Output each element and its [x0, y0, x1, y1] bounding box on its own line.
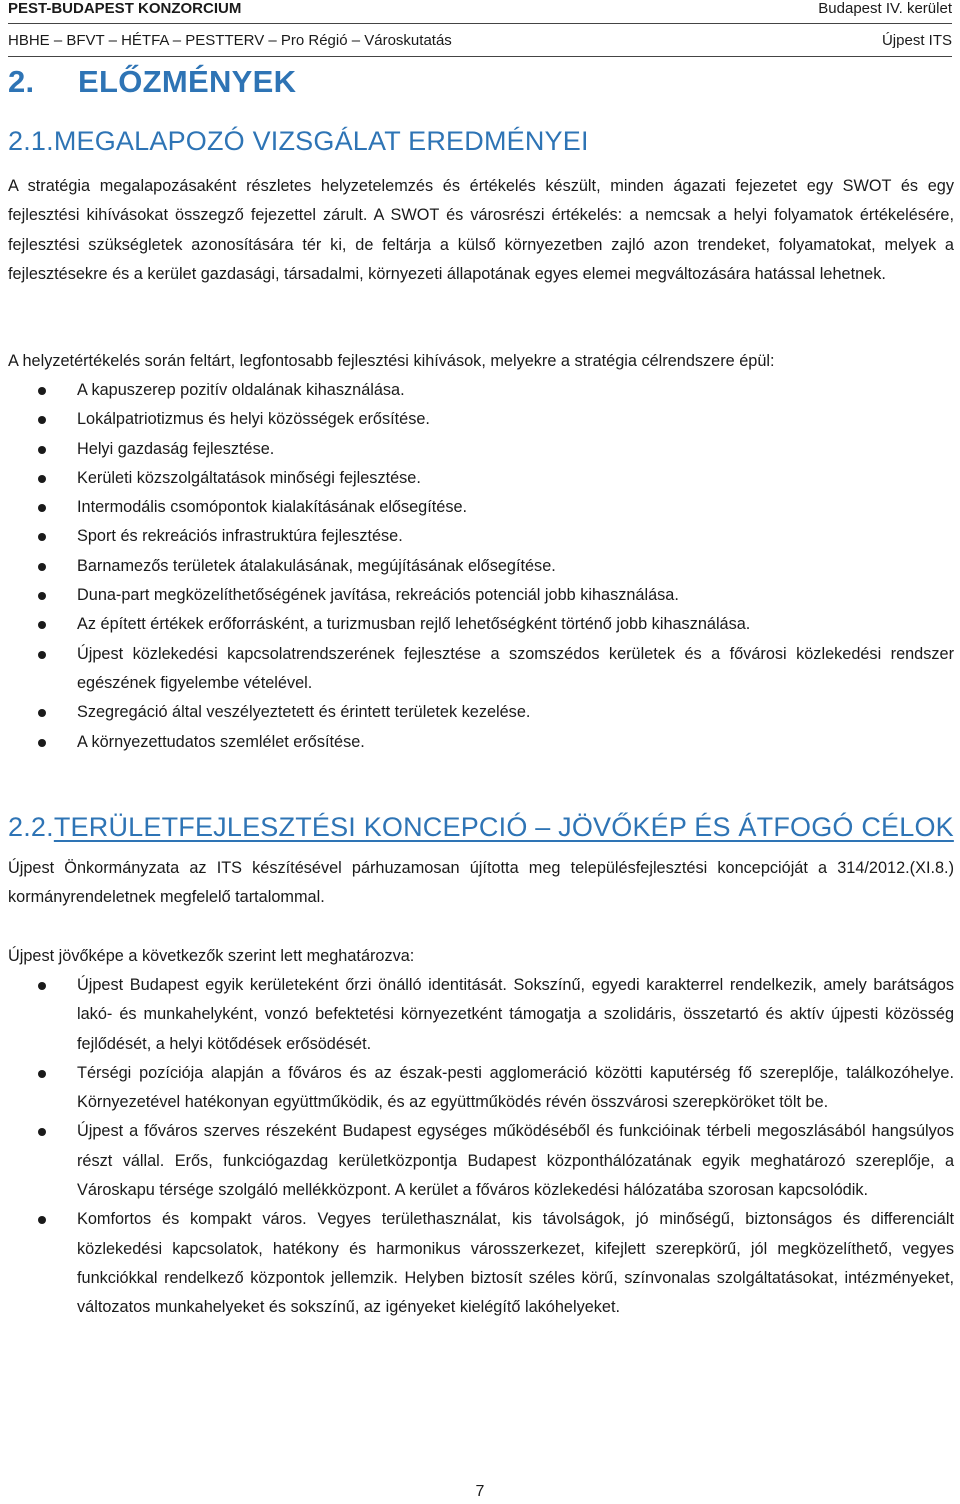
- page-number: 7: [475, 1483, 485, 1500]
- list-item: Lokálpatriotizmus és helyi közösségek erősítése.: [0, 405, 954, 434]
- vision-intro-paragraph: Újpest jövőképe a következők szerint lett meghatározva:: [8, 947, 415, 965]
- bullet-icon: [38, 739, 46, 747]
- list-item: Duna-part megközelíthetőségének javítása, rekreációs potenciál jobb kihasználása.: [0, 581, 954, 610]
- section-heading: [8, 64, 296, 100]
- list-item: Újpest Budapest egyik kerületeként őrzi önálló identitását. Sokszínű, egyedi karakterrel rendelkezik, amely barátságos lakó- és munkahelyként, vonzó befektetési környezetként támogatja a szolidáris, összetartó és aktív újpesti közösség fejlődését, a helyi kötődések erősödését.: [0, 971, 954, 1059]
- list-item: Intermodális csomópontok kialakításának elősegítése.: [0, 493, 954, 522]
- subsection-heading-2-1: 2.1.MEGALAPOZÓ VIZSGÁLAT EREDMÉNYEI: [8, 126, 589, 156]
- subsection-number: 2.2.: [8, 812, 54, 842]
- bullet-icon: [38, 1128, 46, 1136]
- bullet-icon: [38, 592, 46, 600]
- header-document: Újpest ITS: [881, 32, 952, 49]
- list-item: Újpest a főváros szerves részeként Budapest egységes működéséből és funkcióinak térbeli megoszlásából hangsúlyos részt vállal. Erős, funkciógazdag kerületközpontja Budapest központhálózatának egyik meghatározó szereplője, a Városkapu térsége szolgáló mellékközpont. A kerület a főváros közlekedési hálózatába szorosan kapcsolódik.: [0, 1117, 954, 1205]
- list-item: Komfortos és kompakt város. Vegyes területhasználat, kis távolságok, jó minőségű, biztonságos és differenciált közlekedési kapcsolatok, hatékony és harmonikus városszerkezet, kifejlett szerepkörű, jól megközelíthető, vegyes funkciókkal rendelkező központok jellemzik. Helyben biztosít széles körű, színvonalas szolgáltatásokat, intézményeket, változatos munkahelyeket és sokszínű, az igényeket kielégítő lakóhelyeket.: [0, 1205, 954, 1322]
- bullet-icon: [38, 533, 46, 541]
- intro-paragraph: A stratégia megalapozásaként részletes helyzetelemzés és értékelés készült, minden ágazati fejezetet egy SWOT és egy fejlesztési kihívásokat összegző fejezettel zárult. A SWOT és városrészi értékelés: a nemcsak a helyi folyamatok értékelésére, fejlesztési szükségletek azonosítására tér ki, de feltárja a külső környezetben zajló azon trendeket, folyamatokat, melyek a fejlesztésekre és a kerület gazdasági, társadalmi, környezeti állapotának egyes elemei megváltozására hatással lehetnek.: [8, 177, 954, 283]
- header-partners: HBHE – BFVT – HÉTFA – PESTTERV – Pro Régió – Városkutatás: [8, 32, 452, 49]
- list-item: Barnamezős területek átalakulásának, megújításának elősegítése.: [0, 552, 954, 581]
- list-item: Térségi pozíciója alapján a főváros és az észak-pesti agglomeráció közötti kaputérség fő szereplője, találkozóhelye. Környezetével hatékonyan együttműködik, és az együttműködés révén összvárosi szerepköröket tölt be.: [0, 1059, 954, 1118]
- list-item: Újpest közlekedési kapcsolatrendszerének fejlesztése a szomszédos kerületek és a fővárosi közlekedési rendszer egészének figyelembe vételével.: [0, 640, 954, 699]
- section-title: ELŐZMÉNYEK: [78, 64, 297, 99]
- list-item: A környezettudatos szemlélet erősítése.: [0, 728, 954, 757]
- bullet-icon: [38, 1070, 46, 1078]
- subsection-heading-2-2: [8, 812, 954, 843]
- list-item: Az épített értékek erőforrásként, a turizmusban rejlő lehetőségként történő jobb kihasználása.: [0, 610, 954, 639]
- concept-paragraph: Újpest Önkormányzata az ITS készítésével párhuzamosan újította meg településfejlesztési koncepcióját a 314/2012.(XI.8.) kormányrendeletnek megfelelő tartalommal.: [8, 859, 954, 907]
- bullet-icon: [38, 982, 46, 990]
- list-item: Kerületi közszolgáltatások minőségi fejlesztése.: [0, 464, 954, 493]
- header-organization: PEST-BUDAPEST KONZORCIUM: [8, 0, 242, 17]
- bullet-icon: [38, 709, 46, 717]
- list-item: Sport és rekreációs infrastruktúra fejlesztése.: [0, 522, 954, 551]
- vision-list: [0, 971, 954, 1323]
- challenges-list: [0, 376, 954, 757]
- bullet-icon: [38, 475, 46, 483]
- bullet-icon: [38, 651, 46, 659]
- bullet-icon: [38, 504, 46, 512]
- list-item: Szegregáció által veszélyeztetett és érintett területek kezelése.: [0, 698, 954, 727]
- list-item: A kapuszerep pozitív oldalának kihasználása.: [0, 376, 954, 405]
- header-divider: [8, 56, 952, 57]
- bullet-icon: [38, 446, 46, 454]
- bullet-icon: [38, 416, 46, 424]
- bullet-icon: [38, 387, 46, 395]
- header-divider: [8, 23, 952, 24]
- bullet-icon: [38, 1216, 46, 1224]
- subsection-title: TERÜLETFEJLESZTÉSI KONCEPCIÓ – JÖVŐKÉP ÉS ÁTFOGÓ CÉLOK: [53, 812, 954, 842]
- section-number: 2.: [8, 64, 35, 99]
- list-item: Helyi gazdaság fejlesztése.: [0, 435, 954, 464]
- bullet-icon: [38, 563, 46, 571]
- header-district: Budapest IV. kerület: [818, 0, 952, 17]
- bullet-icon: [38, 621, 46, 629]
- challenges-intro-paragraph: A helyzetértékelés során feltárt, legfontosabb fejlesztési kihívások, melyekre a stratégia célrendszere épül:: [8, 352, 775, 370]
